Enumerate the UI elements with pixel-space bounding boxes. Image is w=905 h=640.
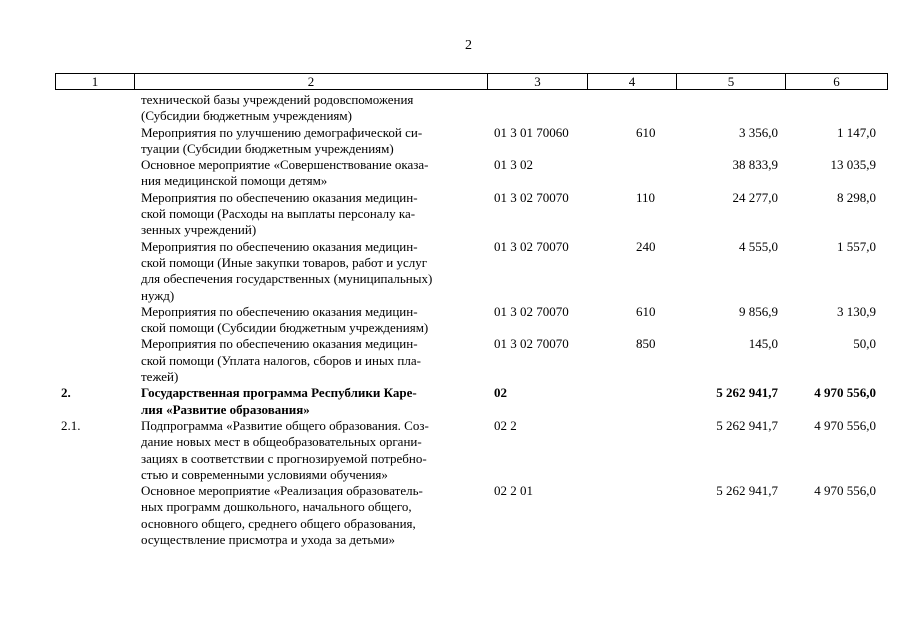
row-description — [135, 418, 488, 483]
description-line: ния медицинской помощи детям» — [141, 173, 328, 189]
description-line: Основное мероприятие «Совершенствование оказа- — [141, 157, 429, 173]
row-target-code: 02 — [494, 385, 507, 401]
row-amount-col6: 50,0 — [853, 336, 876, 352]
description-line: лия «Развитие образования» — [141, 401, 310, 417]
row-amount-col5: 5 262 941,7 — [716, 417, 778, 433]
row-number — [55, 304, 135, 337]
row-description — [135, 190, 488, 239]
column-header-1: 1 — [56, 74, 135, 90]
row-amount-col6 — [778, 92, 881, 125]
page-number: 2 — [465, 38, 472, 53]
row-target-code: 01 3 02 — [494, 157, 533, 173]
description-line: основного общего, среднего общего образования, — [141, 515, 416, 531]
column-header-6: 6 — [786, 74, 888, 90]
row-description — [135, 483, 488, 548]
table-row — [55, 190, 882, 239]
table-row — [55, 157, 882, 190]
description-line: Мероприятия по обеспечению оказания медицин- — [141, 238, 418, 254]
row-number — [55, 157, 135, 190]
column-header-row — [56, 74, 888, 90]
column-header-4: 4 — [588, 74, 677, 90]
row-expense-type: 110 — [636, 189, 656, 205]
row-amount-col6: 3 130,9 — [837, 303, 876, 319]
description-line: зенных учреждений) — [141, 222, 257, 238]
row-number: 2. — [61, 385, 71, 401]
description-line: ской помощи (Расходы на выплаты персоналу ка- — [141, 206, 416, 222]
table-row — [55, 92, 882, 125]
row-description — [135, 157, 488, 190]
row-number — [55, 239, 135, 304]
row-number — [55, 336, 135, 385]
description-line: осуществление присмотра и ухода за детьми» — [141, 532, 396, 548]
row-description — [135, 92, 488, 125]
description-line: Мероприятия по улучшению демографической си- — [141, 124, 423, 140]
description-line: нужд) — [141, 287, 175, 303]
row-amount-col6: 4 970 556,0 — [814, 417, 876, 433]
row-amount-col5: 38 833,9 — [732, 157, 778, 173]
description-line: ных программ дошкольного, начального общего, — [141, 499, 412, 515]
row-number — [55, 483, 135, 548]
description-line: Мероприятия по обеспечению оказания медицин- — [141, 189, 418, 205]
row-target-code — [488, 92, 606, 125]
table-row — [55, 385, 882, 418]
table-row — [55, 336, 882, 385]
description-line: стью и современными условиями обучения» — [141, 466, 388, 482]
description-line: Подпрограмма «Развитие общего образования. Соз- — [141, 417, 429, 433]
row-expense-type: 850 — [636, 336, 656, 352]
description-line: для обеспечения государственных (муниципальных) — [141, 271, 433, 287]
row-expense-type — [606, 418, 690, 483]
row-expense-type — [606, 92, 690, 125]
description-line: (Субсидии бюджетным учреждениям) — [141, 108, 352, 124]
row-target-code: 02 2 01 — [494, 483, 533, 499]
column-header-3: 3 — [488, 74, 588, 90]
row-expense-type: 240 — [636, 238, 656, 254]
row-amount-col5: 24 277,0 — [732, 189, 778, 205]
row-expense-type: 610 — [636, 124, 656, 140]
row-expense-type — [606, 157, 690, 190]
budget-table-body — [55, 92, 882, 548]
row-amount-col6: 13 035,9 — [830, 157, 876, 173]
description-line: туации (Субсидии бюджетным учреждениям) — [141, 140, 394, 156]
description-line: ской помощи (Субсидии бюджетным учреждениям) — [141, 320, 429, 336]
table-row — [55, 125, 882, 158]
row-amount-col5: 5 262 941,7 — [716, 385, 778, 401]
row-target-code: 01 3 01 70060 — [494, 124, 569, 140]
row-description — [135, 304, 488, 337]
row-expense-type: 610 — [636, 303, 656, 319]
row-number — [55, 125, 135, 158]
row-number — [55, 190, 135, 239]
column-header-2: 2 — [135, 74, 488, 90]
row-amount-col5: 145,0 — [748, 336, 778, 352]
column-header-table — [55, 73, 888, 90]
description-line: Государственная программа Республики Каре- — [141, 385, 417, 401]
description-line: зациях в соответствии с прогнозируемой потребно- — [141, 450, 427, 466]
description-line: ской помощи (Иные закупки товаров, работ и услуг — [141, 254, 428, 270]
row-target-code: 01 3 02 70070 — [494, 238, 569, 254]
row-amount-col5 — [690, 92, 778, 125]
description-line: тежей) — [141, 369, 179, 385]
description-line: Мероприятия по обеспечению оказания медицин- — [141, 336, 418, 352]
description-line: технической базы учреждений родовспоможения — [141, 92, 414, 107]
table-row — [55, 239, 882, 304]
row-amount-col6: 1 557,0 — [837, 238, 876, 254]
row-amount-col5: 3 356,0 — [739, 124, 778, 140]
row-description — [135, 239, 488, 304]
row-amount-col6: 1 147,0 — [837, 124, 876, 140]
row-target-code: 01 3 02 70070 — [494, 189, 569, 205]
row-amount-col6: 4 970 556,0 — [814, 483, 876, 499]
table-row — [55, 304, 882, 337]
row-amount-col5: 4 555,0 — [739, 238, 778, 254]
row-amount-col6: 4 970 556,0 — [814, 385, 876, 401]
row-number — [55, 92, 135, 125]
description-line: ской помощи (Уплата налогов, сборов и иных пла- — [141, 352, 421, 368]
row-number: 2.1. — [61, 417, 81, 433]
row-amount-col5: 5 262 941,7 — [716, 483, 778, 499]
column-header-5: 5 — [677, 74, 786, 90]
row-amount-col5: 9 856,9 — [739, 303, 778, 319]
description-line: Основное мероприятие «Реализация образователь- — [141, 483, 423, 499]
row-description — [135, 125, 488, 158]
row-target-code: 01 3 02 70070 — [494, 336, 569, 352]
description-line: Мероприятия по обеспечению оказания медицин- — [141, 303, 418, 319]
table-row — [55, 418, 882, 483]
row-target-code: 02 2 — [494, 417, 517, 433]
row-target-code: 01 3 02 70070 — [494, 303, 569, 319]
description-line: дание новых мест в общеобразовательных органи- — [141, 434, 422, 450]
row-description — [135, 336, 488, 385]
row-expense-type — [606, 385, 690, 418]
row-amount-col6: 8 298,0 — [837, 189, 876, 205]
table-row — [55, 483, 882, 548]
row-description — [135, 385, 488, 418]
row-expense-type — [606, 483, 690, 548]
